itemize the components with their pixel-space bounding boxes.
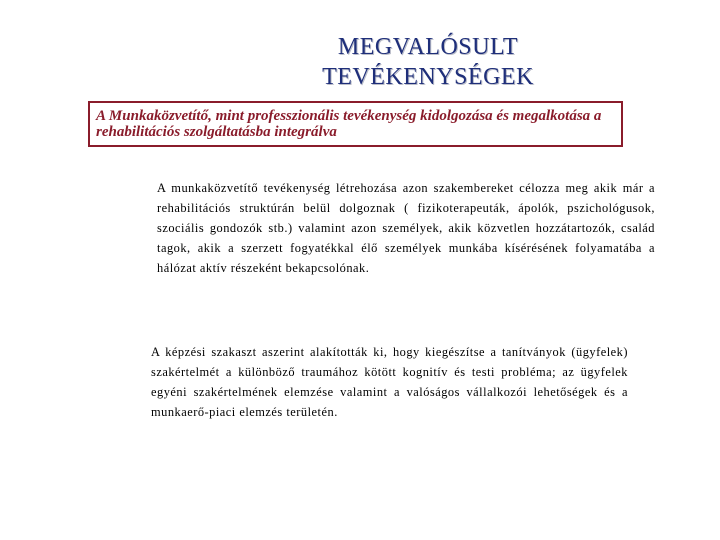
slide-title-line-1: MEGVALÓSULT — [337, 34, 519, 60]
slide-title — [0, 32, 720, 92]
paragraph-1: A munkaközvetítő tevékenység létrehozása azon szakembereket célozza meg akik már a rehabilitációs struktúrán belül dolgoznak ( fizikoterapeuták, ápolók, pszichológusok, szociális gondozók stb.) valamint azon személyek, akik közvetlen hozzátartozók, család tagok, akik a szerzett fogyatékkal élő személyek munkába kísérésének folyamatába a hálózat aktív részeként bekapcsolónak. — [157, 181, 655, 275]
paragraph-2: A képzési szakaszt aszerint alakították ki, hogy kiegészítse a tanítványok (ügyfelek) szakértelmét a különböző traumához kötött kognitív és testi probléma; az ügyfelek egyéni szakértelmének elemzése valamint a valóságos vállalkozói lehetőségek és a munkaerő-piaci elemzés területén. — [151, 345, 628, 419]
subtitle-box — [88, 101, 623, 147]
slide-title-line-2: TEVÉKENYSÉGEK — [322, 64, 534, 90]
subtitle-text: A Munkaközvetítő, mint professzionális tevékenység kidolgozása és megalkotása a rehabilitációs szolgáltatásba integrálva — [96, 108, 602, 140]
